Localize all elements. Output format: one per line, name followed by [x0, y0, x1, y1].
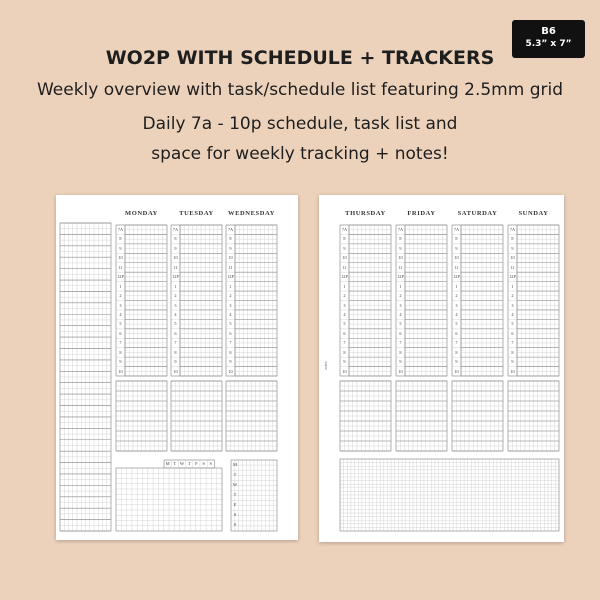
- left-planner-page: [56, 195, 298, 540]
- right-hour-label: 4: [343, 311, 346, 317]
- right-hour-label: 7A: [397, 227, 404, 232]
- right-planner-page: [319, 195, 564, 542]
- left-hour-label: 2: [229, 293, 232, 299]
- left-hour-label: 1: [174, 283, 177, 289]
- right-schedule-grid-2: [461, 225, 503, 376]
- right-hour-label: 3: [455, 302, 458, 308]
- left-schedule-grid-1: [180, 225, 222, 376]
- right-hour-label: 10: [342, 255, 347, 261]
- right-hour-label: 9: [399, 359, 402, 365]
- tracker-weekday-label: M: [165, 461, 170, 466]
- right-hour-label: 7: [343, 340, 346, 346]
- headline-line-3: space for weekly tracking + notes!: [151, 144, 449, 164]
- right-hour-label: 4: [511, 311, 514, 317]
- right-hour-label: 11: [454, 264, 459, 270]
- right-hour-label: 10: [454, 255, 459, 261]
- left-hour-label: 1: [229, 283, 232, 289]
- left-hour-label: 8: [229, 349, 232, 355]
- left-day-header-monday: MONDAY: [125, 210, 158, 217]
- left-day-header-tuesday: TUESDAY: [179, 210, 214, 217]
- left-hour-label: 11: [228, 264, 233, 270]
- right-hour-label: 7A: [453, 227, 460, 232]
- headline-title: WO2P WITH SCHEDULE + TRACKERS: [105, 47, 495, 69]
- right-hour-label: 1: [455, 283, 458, 289]
- right-hour-label: 8: [343, 236, 346, 242]
- left-hour-label: 12P: [172, 274, 179, 280]
- left-day-header-wednesday: WEDNESDAY: [227, 210, 276, 217]
- left-schedule-grid-2: [235, 225, 277, 376]
- right-hour-label: 10: [510, 255, 515, 261]
- right-hour-label: 2: [511, 293, 514, 299]
- left-hour-label: 3: [174, 302, 177, 308]
- left-hour-label: 8: [174, 236, 177, 242]
- left-hour-label: 12P: [227, 274, 234, 280]
- right-hour-label: 7: [511, 340, 514, 346]
- left-hour-label: 10: [118, 255, 123, 261]
- left-hour-label: 6: [119, 330, 122, 336]
- left-hour-label: 1: [119, 283, 122, 289]
- headline-line-2: Daily 7a - 10p schedule, task list and: [142, 114, 458, 134]
- left-hour-label: 5: [229, 321, 232, 327]
- right-hour-label: 8: [343, 349, 346, 355]
- left-hour-label: 5: [119, 321, 122, 327]
- left-hour-label: 2: [174, 293, 177, 299]
- side-day-label: T: [233, 472, 237, 477]
- notes-grid: [340, 459, 559, 531]
- right-hour-label: 7: [399, 340, 402, 346]
- right-hour-label: 8: [399, 236, 402, 242]
- left-hour-label: 9: [174, 245, 177, 251]
- right-day-header-friday: FRIDAY: [407, 210, 436, 217]
- right-hour-label: 10: [342, 368, 347, 374]
- left-hour-label: 10: [118, 368, 123, 374]
- left-hour-label: 8: [119, 236, 122, 242]
- right-hour-label: 8: [511, 236, 514, 242]
- left-hour-label: 9: [119, 245, 122, 251]
- right-hour-label: 9: [455, 359, 458, 365]
- left-hour-label: 4: [174, 311, 177, 317]
- left-hour-label: 12P: [117, 274, 124, 280]
- right-hour-label: 5: [511, 321, 514, 327]
- right-hour-label: 11: [398, 264, 403, 270]
- left-hour-label: 9: [229, 245, 232, 251]
- left-hour-label: 4: [229, 311, 232, 317]
- left-hour-label: 7: [229, 340, 232, 346]
- right-hour-label: 3: [399, 302, 402, 308]
- left-hour-label: 8: [119, 349, 122, 355]
- right-hour-label: 6: [455, 330, 458, 336]
- left-hour-label: 11: [173, 264, 178, 270]
- right-hour-label: 9: [455, 245, 458, 251]
- right-schedule-grid-3: [517, 225, 559, 376]
- badge-dimensions: 5.3” x 7”: [525, 39, 572, 49]
- right-hour-label: 2: [455, 293, 458, 299]
- right-hour-label: 9: [343, 245, 346, 251]
- left-hour-label: 5: [174, 321, 177, 327]
- left-task-grid-1: [171, 381, 222, 451]
- right-hour-label: 3: [343, 302, 346, 308]
- right-task-grid-0: [340, 381, 391, 451]
- left-hour-label: 9: [119, 359, 122, 365]
- left-hour-label: 3: [119, 302, 122, 308]
- tracker-weekday-label: T: [173, 461, 177, 466]
- left-hour-label: 10: [173, 368, 178, 374]
- left-hour-label: 7A: [172, 227, 179, 232]
- left-hour-label: 2: [119, 293, 122, 299]
- right-task-grid-2: [452, 381, 503, 451]
- left-hour-label: 10: [173, 255, 178, 261]
- left-task-list-grid: [60, 223, 111, 531]
- left-hour-label: 7A: [227, 227, 234, 232]
- headline-line-1: Weekly overview with task/schedule list featuring 2.5mm grid: [36, 80, 563, 100]
- right-hour-label: 3: [511, 302, 514, 308]
- right-hour-label: 4: [455, 311, 458, 317]
- right-hour-label: 5: [455, 321, 458, 327]
- right-day-header-thursday: THURSDAY: [345, 210, 386, 217]
- left-hour-label: 8: [229, 236, 232, 242]
- left-hour-label: 4: [119, 311, 122, 317]
- right-hour-label: 8: [455, 349, 458, 355]
- left-hour-label: 8: [174, 349, 177, 355]
- right-day-header-sunday: SUNDAY: [518, 210, 549, 217]
- right-hour-label: 12P: [509, 274, 516, 280]
- right-hour-label: 11: [510, 264, 515, 270]
- right-hour-label: 1: [343, 283, 346, 289]
- right-hour-label: 2: [399, 293, 402, 299]
- right-hour-label: 9: [511, 245, 514, 251]
- side-day-label: W: [232, 482, 238, 487]
- left-hour-label: 7: [174, 340, 177, 346]
- right-hour-label: 7: [455, 340, 458, 346]
- tracker-weekday-label: S: [209, 461, 213, 466]
- right-hour-label: 8: [511, 349, 514, 355]
- right-hour-label: 1: [511, 283, 514, 289]
- right-hour-label: 11: [342, 264, 347, 270]
- left-hour-label: 10: [228, 255, 233, 261]
- right-hour-label: 12P: [453, 274, 460, 280]
- right-hour-label: 1: [399, 283, 402, 289]
- left-hour-label: 7A: [117, 227, 124, 232]
- right-hour-label: 4: [399, 311, 402, 317]
- side-day-label: T: [233, 492, 237, 497]
- right-hour-label: 8: [455, 236, 458, 242]
- right-hour-label: 10: [454, 368, 459, 374]
- left-task-grid-2: [226, 381, 277, 451]
- left-hour-label: 7: [119, 340, 122, 346]
- right-hour-label: 6: [511, 330, 514, 336]
- side-day-label: S: [233, 522, 237, 527]
- right-hour-label: 5: [343, 321, 346, 327]
- tracker-weekday-label: S: [202, 461, 205, 466]
- weekly-tracker-grid: [116, 468, 222, 531]
- right-task-grid-1: [396, 381, 447, 451]
- tracker-weekday-label: W: [179, 461, 185, 466]
- left-hour-label: 3: [229, 302, 232, 308]
- right-hour-label: 7A: [341, 227, 348, 232]
- right-hour-label: 6: [399, 330, 402, 336]
- left-task-grid-0: [116, 381, 167, 451]
- tracker-weekday-label: F: [195, 461, 198, 466]
- left-schedule-grid-0: [125, 225, 167, 376]
- right-hour-label: 7A: [509, 227, 516, 232]
- left-hour-label: 10: [228, 368, 233, 374]
- badge-size: B6: [541, 26, 556, 37]
- right-hour-label: 12P: [397, 274, 404, 280]
- left-hour-label: 11: [118, 264, 123, 270]
- side-note-label: notes: [324, 361, 328, 370]
- right-hour-label: 12P: [341, 274, 348, 280]
- left-hour-label: 9: [174, 359, 177, 365]
- left-hour-label: 9: [229, 359, 232, 365]
- tracker-weekday-label: T: [187, 461, 191, 466]
- right-hour-label: 10: [510, 368, 515, 374]
- left-hour-label: 6: [229, 330, 232, 336]
- right-hour-label: 5: [399, 321, 402, 327]
- right-hour-label: 9: [343, 359, 346, 365]
- right-hour-label: 6: [343, 330, 346, 336]
- side-day-label: M: [232, 462, 237, 467]
- right-hour-label: 9: [511, 359, 514, 365]
- right-hour-label: 9: [399, 245, 402, 251]
- right-task-grid-3: [508, 381, 559, 451]
- right-hour-label: 8: [399, 349, 402, 355]
- right-schedule-grid-0: [349, 225, 391, 376]
- right-hour-label: 10: [398, 255, 403, 261]
- right-page-grid: [319, 195, 564, 542]
- side-day-label: S: [233, 512, 237, 517]
- right-hour-label: 10: [398, 368, 403, 374]
- left-hour-label: 6: [174, 330, 177, 336]
- side-day-label: F: [233, 502, 237, 507]
- right-schedule-grid-1: [405, 225, 447, 376]
- right-hour-label: 2: [343, 293, 346, 299]
- right-day-header-saturday: SATURDAY: [457, 210, 498, 217]
